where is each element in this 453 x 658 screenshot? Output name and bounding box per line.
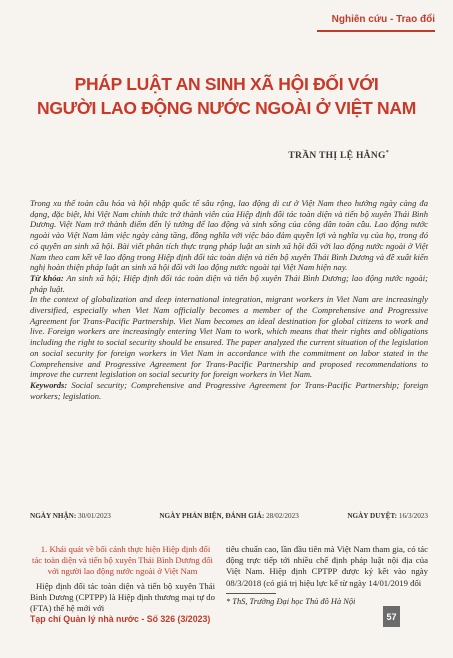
date-review — [159, 512, 299, 520]
date-review-value: 28/02/2023 — [264, 512, 299, 520]
title-line-2: NGƯỜI LAO ĐỘNG NƯỚC NGOÀI Ở VIỆT NAM — [37, 98, 416, 118]
keywords-vi-label: Từ khóa: — [30, 272, 64, 283]
author-footnote-mark: * — [385, 150, 389, 156]
article-dates — [30, 512, 428, 520]
section-label: Nghiên cứu - Trao đổi — [331, 14, 435, 25]
author-name — [288, 150, 389, 161]
body-column-right — [226, 544, 428, 607]
abstract-en: In the context of globalization and deep international integration, migrant workers in Viet Nam are increasingly diversified, especially when Viet Nam officially becomes a member of the Comprehensive and Progressive Agreement for Trans-Pacific Partnership. Viet Nam becomes an ideal destination for global citizens to work and live. Foreign workers are increasingly entering Viet Nam to work, which means that their rights and obligations including the right to social security should be ensured. The paper analyzed the current situation of the legislation on social security for foreign workers in Viet Nam in accordance with the commitment on labor stated in the Comprehensive and Progressive Agreement for Trans-Pacific Partnership and proposed recommendations to improve the current legislation on social security for foreign workers in Viet Nam. — [30, 294, 428, 380]
body-column-left — [30, 544, 215, 614]
body-paragraph-right: tiêu chuẩn cao, lần đầu tiên mà Việt Nam tham gia, có tác động trực tiếp tới nhiều chế định pháp luật nội địa của Việt Nam. Hiệp định CPTPP được ký kết vào ngày 08/3/2018 (có giá trị hiệu lực kể từ ngày 14/01/2019 đối — [226, 544, 428, 588]
keywords-en-label: Keywords: — [30, 379, 68, 390]
body-paragraph-left: Hiệp định đối tác toàn diện và tiến bộ xuyên Thái Bình Dương (CPTPP) là Hiệp định thương mại tự do (FTA) thế hệ mới với — [30, 580, 215, 614]
abstract-vi: Trong xu thế toàn cầu hóa và hội nhập quốc tế sâu rộng, lao động di cư ở Việt Nam theo hướng ngày càng đa dạng, đặc biệt, khi Việt Nam chính thức trở thành viên của Hiệp định đối tác toàn diện và tiến bộ xuyên Thái Bình Dương. Việt Nam trở thành điểm đến lý tưởng để lao động và sinh sống của công dân toàn cầu. Lao động nước ngoài vào Việt Nam làm việc ngày càng tăng, đồng nghĩa với việc bảo đảm quyền lợi và nghĩa vụ của họ, trong đó có quyền an sinh xã hội. Bài viết phân tích thực trạng pháp luật an sinh xã hội đối với lao động nước ngoài ở Việt Nam theo cam kết về lao động trong Hiệp định đối tác toàn diện và tiến bộ xuyên Thái Bình Dương và đề xuất kiến nghị hoàn thiện pháp luật an sinh xã hội đối với lao động nước ngoài tại Việt Nam hiện nay. — [30, 198, 428, 273]
keywords-vi-text: An sinh xã hội; Hiệp định đối tác toàn diện và tiến bộ xuyên Thái Bình Dương; lao động nước ngoài; pháp luật. — [30, 272, 428, 294]
date-review-label: NGÀY PHẢN BIỆN, ĐÁNH GIÁ: — [159, 512, 265, 520]
journal-footer: Tạp chí Quản lý nhà nước - Số 326 (3/2023) — [30, 614, 211, 624]
date-approved-label: NGÀY DUYỆT: — [347, 512, 398, 520]
keywords-en-text: Social security; Comprehensive and Progressive Agreement for Trans-Pacific Partnership; foreign workers; legislation. — [30, 379, 428, 401]
date-received-label: NGÀY NHẬN: — [30, 512, 77, 520]
section-underline — [317, 30, 435, 32]
section-1-heading: 1. Khái quát về bối cảnh thực hiện Hiệp định đối tác toàn diện và tiến bộ xuyên Thái Bình Dương đối với người lao động nước ngoài ở Việt Nam — [32, 544, 213, 577]
date-approved — [347, 512, 428, 520]
author-text: TRẦN THỊ LỆ HẰNG — [288, 151, 386, 162]
footnote-divider — [226, 593, 276, 594]
date-received — [30, 512, 111, 520]
abstract — [30, 198, 428, 401]
page-number: 57 — [383, 606, 400, 627]
keywords-vi — [30, 273, 428, 294]
date-approved-value: 16/3/2023 — [397, 512, 428, 520]
page-header — [0, 0, 453, 40]
author-footnote: * ThS, Trường Đại học Thủ đô Hà Nội — [226, 596, 356, 606]
date-received-value: 30/01/2023 — [76, 512, 111, 520]
title-line-1: PHÁP LUẬT AN SINH XÃ HỘI ĐỐI VỚI — [74, 74, 379, 94]
article-title — [20, 72, 433, 120]
keywords-en — [30, 380, 428, 401]
